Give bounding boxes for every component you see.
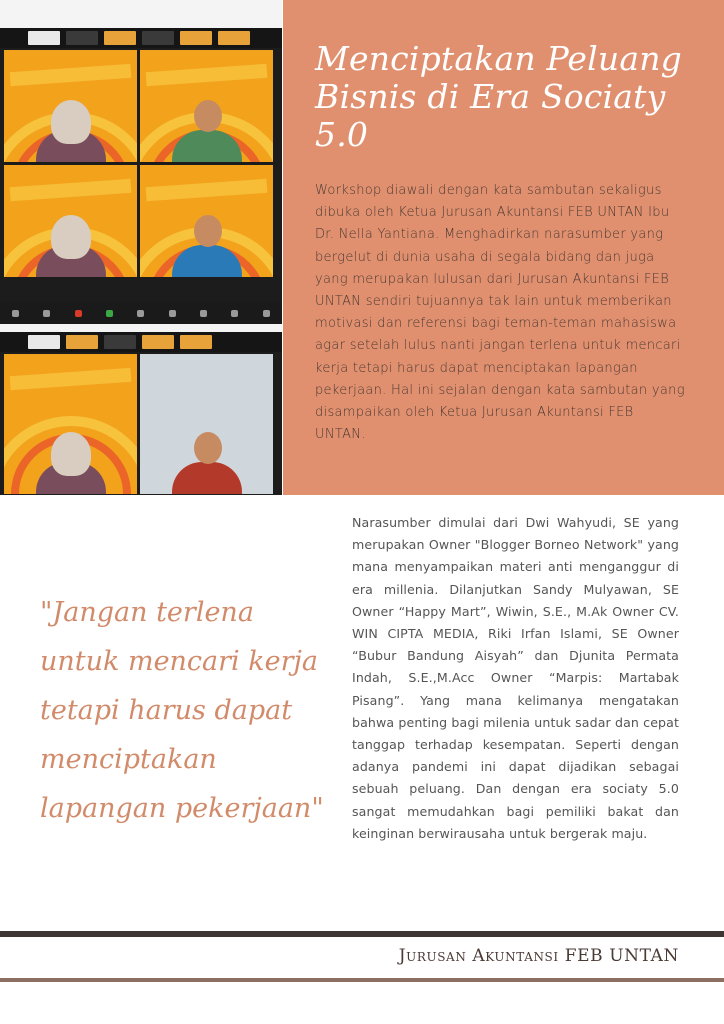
participant-thumbnail [28, 335, 60, 349]
video-call-screenshot [0, 28, 282, 324]
more-icon [263, 310, 270, 317]
photo-collage [0, 0, 282, 495]
participant-strip [0, 28, 282, 48]
mic-icon [12, 310, 19, 317]
participant-figure [172, 100, 242, 162]
participants-icon [106, 310, 113, 317]
camera-icon [43, 310, 50, 317]
participant-thumbnail [142, 335, 174, 349]
participant-thumbnail [66, 335, 98, 349]
participant-figure [172, 215, 242, 277]
video-call-screenshot [0, 332, 282, 495]
video-grid [0, 50, 282, 277]
video-tile [140, 50, 273, 162]
participant-thumbnail [180, 335, 212, 349]
page-title: Menciptakan Peluang Bisnis di Era Sociaty 5.0 [315, 39, 682, 154]
footer-rule [0, 931, 724, 937]
participant-thumbnail [218, 31, 250, 45]
video-tile [4, 354, 137, 494]
participant-thumbnail [104, 335, 136, 349]
participant-thumbnail [28, 31, 60, 45]
video-grid [0, 354, 282, 494]
pull-quote: "Jangan terlena untuk mencari kerja tetapi harus dapat menciptakan lapangan pekerjaan" [40, 597, 324, 824]
participant-figure [36, 100, 106, 162]
participant-figure [36, 215, 106, 277]
participant-thumbnail [142, 31, 174, 45]
video-tile [4, 50, 137, 162]
participant-figure [36, 432, 106, 494]
chat-icon [137, 310, 144, 317]
video-tile [140, 165, 273, 277]
footer-rule [0, 978, 724, 982]
meeting-toolbar [0, 302, 282, 324]
participant-figure [172, 432, 242, 494]
participant-strip [0, 332, 282, 352]
video-tile [140, 354, 273, 494]
intro-paragraph: Workshop diawali dengan kata sambutan sekaligus dibuka oleh Ketua Jurusan Akuntansi FEB UNTAN Ibu Dr. Nella Yantiana. Menghadirkan narasumber yang bergelut di dunia usaha di segala bidang dan juga yang merupakan lulusan dari Jurusan Akuntansi FEB UNTAN sendiri tujuannya tak lain untuk memberikan motivasi dan referensi bagi teman-teman mahasiswa agar setelah lulus nanti jangan terlena untuk mencari kerja tetapi harus dapat menciptakan lapangan pekerjaan. Hal ini sejalan dengan kata sambutan yang disampaikan oleh Ketua Jurusan Akuntansi FEB UNTAN. [315, 183, 685, 443]
footer-label: Jurusan Akuntansi FEB UNTAN [398, 946, 679, 966]
video-tile [4, 165, 137, 277]
participant-thumbnail [180, 31, 212, 45]
participant-thumbnail [104, 31, 136, 45]
share-screen-icon [169, 310, 176, 317]
body-paragraph: Narasumber dimulai dari Dwi Wahyudi, SE yang merupakan Owner "Blogger Borneo Network" yang mana menyampaikan materi anti menganggur di era millenia. Dilanjutkan Sandy Mulyawan, SE Owner “Happy Mart”, Wiwin, S.E., M.Ak Owner CV. WIN CIPTA MEDIA, Riki Irfan Islami, SE Owner “Bubur Bandung Aisyah” dan Djunita Permata Indah, S.E.,M.Acc Owner “Marpis: Martabak Pisang”. Yang mana kelimanya mengatakan bahwa penting bagi milenia untuk sadar dan cepat tanggap terhadap kesempatan. Seperti dengan adanya pandemi ini dapat dijadikan sebagai sebuah peluang. Dan dengan era sociaty 5.0 sangat memudahkan bagi pemiliki bakat dan keinginan berwirausaha untuk bergerak maju. [352, 515, 679, 841]
record-icon [200, 310, 207, 317]
security-icon [75, 310, 82, 317]
title-panel [283, 0, 724, 495]
reactions-icon [231, 310, 238, 317]
participant-thumbnail [66, 31, 98, 45]
